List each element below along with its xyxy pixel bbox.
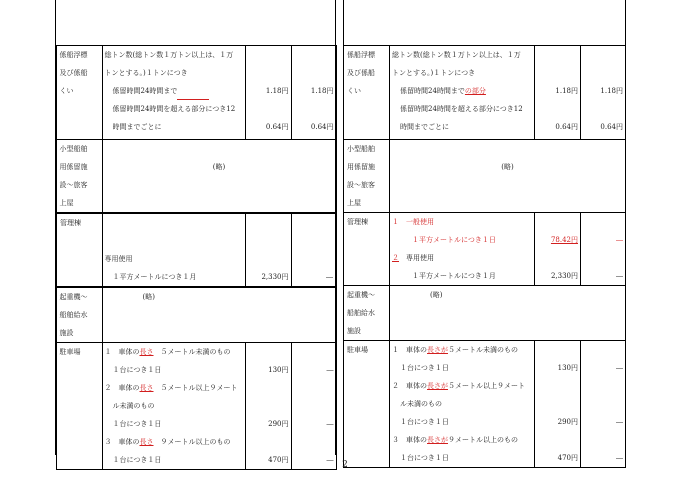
fee-value: 0.64円 [265,123,289,131]
fee-value: 290円 [557,418,578,426]
item-number: ２ [392,382,399,390]
table-row [344,140,626,213]
fee-value: 470円 [268,456,289,464]
fee-amount [535,213,581,286]
fee-value: 2,330円 [261,273,289,281]
fee-value: ― [616,418,623,426]
fee-description [390,213,535,286]
name-line: 設～旅客 [347,181,375,189]
omitted-text: (略) [501,163,514,171]
revised-text: 長さが [427,346,448,354]
name-line: 施設 [59,329,74,337]
fee-amount-2 [581,213,626,286]
fee-value: 1.18円 [265,87,289,95]
fee-value: 290円 [268,420,289,428]
item-text: ９メートル以上のもの [160,438,231,446]
item-text: 車体の [118,384,140,392]
item-number: １ [104,348,112,356]
omitted-cell [102,287,336,343]
item-text: 係留時間24時間まで [400,87,465,95]
revised-line: １ 一般使用 [392,218,434,226]
name-line: 小型船舶 [347,145,375,153]
fee-value: 470円 [557,454,578,462]
omitted-text: (略) [142,293,155,301]
table-row [56,46,336,140]
revised-text: 長さ [139,348,154,356]
name-line: 管理棟 [347,218,368,226]
revised-text: 長さ [139,438,154,446]
name-line: 設～旅客 [59,181,88,189]
fee-amount-2 [581,46,626,140]
fee-value: ― [616,454,623,462]
right-fee-table [343,45,626,468]
name-line: 上屋 [59,199,74,207]
item-text: 車体の [406,436,427,444]
fee-description [390,46,535,140]
fee-amount [535,46,581,140]
fee-description [102,213,245,287]
table-row [344,286,626,341]
fee-value: 0.64円 [600,123,623,131]
table-row [344,46,626,140]
revised-text: の部分 [464,87,486,95]
revised-line: １平方メートルにつき１日 [412,236,496,244]
fee-value: 0.64円 [555,123,578,131]
revised-text: 長さが [427,382,448,390]
desc-line: １台につき１日 [112,456,162,464]
table-row [56,287,336,343]
item-text: 車体の [406,346,427,354]
name-line: 及び係船 [59,69,88,77]
fee-description [102,46,245,140]
fee-value: ― [326,420,334,428]
omitted-text: (略) [212,163,226,171]
name-line: 施設 [347,327,361,335]
item-text: ５メートル以上９メート [160,384,238,392]
desc-line: 係留時間24時間を超える部分につき12 [400,105,523,113]
item-text: ９メートル以上のもの [448,436,518,444]
fee-value: 0.64円 [310,123,334,131]
fee-value: 1.18円 [310,87,334,95]
revised-text: 長さ [139,384,154,392]
name-line: 上屋 [347,199,361,207]
item-number: ３ [392,436,399,444]
fee-amount [245,46,291,140]
revised-fee: ― [616,236,623,244]
revised-number: ２ [392,254,399,262]
name-line: 船舶給水 [347,309,375,317]
facility-name [56,140,102,214]
page-number: 2 [342,460,348,470]
name-line: 係船浮標 [347,51,375,59]
desc-line: １台につき１日 [400,364,449,372]
fee-value: 130円 [557,364,578,372]
facility-name [56,46,102,140]
desc-line: 係留時間24時間を超える部分につき12 [112,105,236,113]
desc-line: トンとする。)１トンにつき [392,69,476,77]
fee-amount [535,341,581,468]
table-row [56,343,336,470]
name-line: 船舶給水 [59,311,88,319]
facility-name [344,213,390,286]
facility-name [56,213,102,287]
name-line: くい [347,87,361,95]
fee-amount-2 [291,343,336,470]
name-line: 小型船舶 [59,145,88,153]
table-row [344,213,626,286]
table-row [56,140,336,214]
desc-line: トンとする。)１トンにつき [104,69,188,77]
fee-value: 130円 [268,366,289,374]
name-line: くい [59,87,74,95]
fee-value: ― [326,273,333,281]
desc-line: 総トン数(総トン数１万トン以上は、１万 [392,51,521,59]
name-line: 駐車場 [59,348,81,356]
revised-text: 長さが [427,436,448,444]
desc-line [392,82,532,100]
revised-fee: 78.42円 [550,236,578,244]
facility-name [344,140,390,213]
table-row [344,341,626,468]
fee-value: 1.18円 [555,87,578,95]
fee-description [102,343,245,470]
item-text: 車体の [118,438,140,446]
item-text: 係留時間24時間まで [112,87,178,95]
fee-amount [245,343,291,470]
item-text: 車体の [118,348,140,356]
omitted-cell [102,140,336,214]
item-text: ５メートル未満のもの [448,346,518,354]
desc-line: 専用使用 [104,255,133,263]
desc-line: １台につき１日 [112,366,162,374]
table-row [56,213,336,287]
name-line: 係船浮標 [59,51,88,59]
fee-amount-2 [291,46,336,140]
facility-name [344,341,390,468]
name-line: 起重機～ [59,293,88,301]
name-line: 用係留施 [347,163,375,171]
fee-amount-2 [581,341,626,468]
omitted-text: (略) [430,291,443,299]
fee-value: ― [326,366,334,374]
desc-line: １平方メートルにつき１月 [412,272,496,280]
name-line: 起重機～ [347,291,375,299]
facility-name [344,46,390,140]
facility-name [56,343,102,470]
desc-line: ル未満のもの [400,400,442,408]
item-number: ２ [104,384,112,392]
item-number: １ [392,346,399,354]
desc-line: １台につき１日 [400,418,449,426]
fee-amount [245,213,291,287]
desc-line: 時間までごとに [400,123,449,131]
fee-value: 2,330円 [550,272,578,280]
fee-value: 1.18円 [600,87,623,95]
revision-blank [177,89,209,100]
omitted-cell [390,140,626,213]
name-line: 及び係船 [347,69,375,77]
fee-description [390,341,535,468]
desc-line: １平方メートルにつき１月 [112,273,197,281]
fee-value: ― [616,364,623,372]
item-number: ３ [104,438,112,446]
facility-name [56,287,102,343]
item-text: 専用使用 [406,254,434,262]
desc-line: 総トン数(総トン数１万トン以上は、１万 [104,51,234,59]
desc-line: ル未満のもの [112,402,155,410]
facility-name [344,286,390,341]
left-fee-table [55,45,337,470]
desc-line: 時間までごとに [112,123,162,131]
item-text: ５メートル未満のもの [160,348,231,356]
omitted-cell [390,286,626,341]
name-line: 管理棟 [60,219,81,227]
name-line: 用係留施 [59,163,88,171]
fee-value: ― [326,456,334,464]
desc-line: １台につき１日 [112,420,162,428]
name-line: 駐車場 [347,346,368,354]
fee-value: ― [616,272,623,280]
fee-amount-2 [291,213,336,287]
item-text: ５メートル以上９メート [448,382,525,390]
item-text: 車体の [406,382,427,390]
desc-line: １台につき１日 [400,454,449,462]
desc-line [105,82,243,100]
